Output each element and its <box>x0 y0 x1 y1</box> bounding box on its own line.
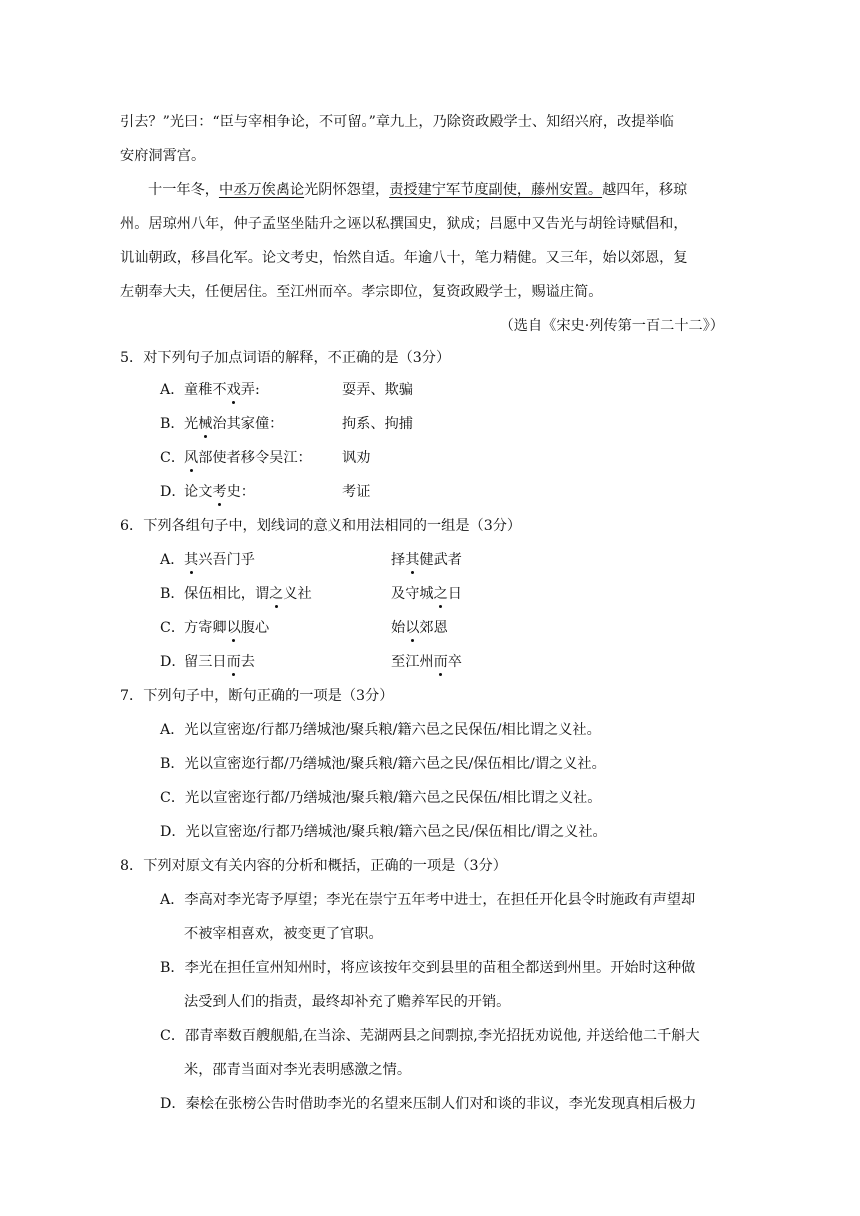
passage-line-1: 引去？”光曰：“臣与宰相争论，不可留。”章九上，乃除资政殿学士、知绍兴府，改提举临 <box>120 114 674 130</box>
q8-option-c-line-1: C．邵青率数百艘舰船,在当涂、芜湖两县之间剽掠,李光招抚劝说他, 并送给他二千斛大 <box>160 1028 700 1044</box>
passage-line-6: 左朝奉大夫，任便居住。至江州而卒。孝宗即位，复资政殿学士，赐谥庄简。 <box>120 284 603 300</box>
option-letter: A． <box>160 552 185 568</box>
q5-option-d <box>160 482 255 502</box>
option-text: 治其家僮： <box>212 416 284 432</box>
dotted-word: 考 <box>212 484 227 500</box>
dotted-word: 之 <box>269 586 284 602</box>
underlined-phrase: 责授建宁军节度副使，藤州安置。 <box>389 182 603 198</box>
option-text: 史： <box>226 484 255 500</box>
dotted-word: 而 <box>226 654 241 670</box>
q6-option-b <box>160 584 312 604</box>
dotted-word: 其 <box>405 552 420 568</box>
q5-option-b-meaning: 拘系、拘捕 <box>342 416 413 432</box>
passage-line-4: 州。居琼州八年，仲子孟坚坐陆升之诬以私撰国史，狱成；吕愿中又告光与胡铨诗赋倡和， <box>120 216 688 232</box>
option-letter: A． <box>160 382 185 398</box>
option-text: 至江州 <box>391 654 434 670</box>
option-letter: C． <box>160 450 186 466</box>
q6-option-c-right <box>391 618 448 638</box>
option-text: 健武者 <box>419 552 462 568</box>
q6-option-c <box>160 618 269 638</box>
q8-option-c-line-2: 米，邵青当面对李光表明感激之情。 <box>184 1062 412 1078</box>
q8-option-b-line-1: B．李光在担任宣州知州时，将应该按年交到县里的苗租全都送到州里。开始时这种做 <box>160 960 696 976</box>
q5-option-c-meaning: 讽劝 <box>342 450 371 466</box>
q5-option-d-meaning: 考证 <box>342 484 371 500</box>
underlined-phrase: 中丞万俟禼论 <box>218 182 305 198</box>
passage-line-5: 讥讪朝政，移昌化军。论文考史，怡然自适。年逾八十，笔力精健。又三年，始以郊恩，复 <box>120 250 688 266</box>
option-text: 腹心 <box>240 620 270 636</box>
q6-option-d-right <box>391 652 462 672</box>
q7-option-a: A．光以宣密迩/行都乃缮城池/聚兵粮/籍六邑之民保伍/相比谓之义社。 <box>160 722 601 738</box>
option-text: 日 <box>447 586 462 602</box>
option-text: 兴吾门乎 <box>198 552 255 568</box>
option-letter: D． <box>160 484 186 500</box>
q6-option-b-right <box>391 584 462 604</box>
q6-option-d <box>160 652 255 672</box>
q8-option-a-line-1: A．李高对李光寄予厚望；李光在崇宁五年考中进士，在担任开化县令时施政有声望却 <box>160 892 696 908</box>
option-text: 光 <box>184 416 199 432</box>
q6-option-a <box>160 550 255 570</box>
passage-line-2: 安府洞霄宫。 <box>120 148 206 164</box>
option-text: 留三日 <box>184 654 227 670</box>
passage-text: 十一年冬， <box>148 182 219 198</box>
option-text: 郊恩 <box>419 620 448 636</box>
dotted-word: 戏 <box>226 382 241 398</box>
q7-option-b: B．光以宣密迩行都/乃缮城池/聚兵粮/籍六邑之民/保伍相比/谓之义社。 <box>160 756 606 772</box>
dotted-word: 以 <box>226 620 241 636</box>
q5-option-c <box>160 448 312 468</box>
q8-option-d-line-1: D．秦桧在张榜公告时借助李光的名望来压制人们对和谈的非议，李光发现真相后极力 <box>160 1096 697 1112</box>
dotted-word: 械 <box>198 416 213 432</box>
option-text: 义社 <box>283 586 312 602</box>
dotted-word: 以 <box>405 620 420 636</box>
passage-line-3 <box>148 180 687 200</box>
passage-text: 光阴怀怨望， <box>304 182 390 198</box>
q5-option-b <box>160 414 283 434</box>
option-text: 择 <box>391 552 406 568</box>
option-text: 始 <box>391 620 406 636</box>
question-7-stem: 7．下列句子中，断句正确的一项是（3分） <box>120 688 394 704</box>
q7-option-c: C．光以宣密迩行都/乃缮城池/聚兵粮/籍六邑之民保伍/相比谓之义社。 <box>160 790 602 806</box>
option-text: 及守城 <box>391 586 434 602</box>
option-text: 卒 <box>447 654 462 670</box>
option-text: 去 <box>240 654 255 670</box>
q5-option-a-meaning: 耍弄、欺骗 <box>342 382 413 398</box>
option-letter: B． <box>160 586 185 602</box>
dotted-word: 风 <box>184 450 199 466</box>
q5-option-a <box>160 380 260 400</box>
option-text: 童稚不 <box>184 382 227 398</box>
q7-option-d: D．光以宣密迩/行都乃缮城池/聚兵粮/籍六邑之民/保伍相比/谓之义社。 <box>160 824 607 840</box>
q6-option-a-right <box>391 550 462 570</box>
option-text: 弄: <box>240 382 260 398</box>
option-text: 保伍相比，谓 <box>184 586 270 602</box>
option-letter: C． <box>160 620 186 636</box>
option-text: 方寄卿 <box>184 620 227 636</box>
dotted-word: 而 <box>433 654 448 670</box>
passage-text: 越四年，移琼 <box>602 182 688 198</box>
option-text: 论文 <box>184 484 213 500</box>
option-text: 部使者移令吴江： <box>198 450 312 466</box>
question-6-stem: 6．下列各组句子中，划线词的意义和用法相同的一组是（3分） <box>120 518 522 534</box>
source-citation: （选自《宋史·列传第一百二十二》） <box>499 318 724 334</box>
q8-option-b-line-2: 法受到人们的指责，最终却补充了赡养军民的开销。 <box>184 994 511 1010</box>
question-8-stem: 8．下列对原文有关内容的分析和概括，正确的一项是（3分） <box>120 858 507 874</box>
option-letter: B． <box>160 416 185 432</box>
q8-option-a-line-2: 不被宰相喜欢，被变更了官职。 <box>184 926 383 942</box>
option-letter: D． <box>160 654 186 670</box>
dotted-word: 其 <box>184 552 199 568</box>
question-5-stem: 5．对下列句子加点词语的解释，不正确的是（3分） <box>120 350 451 366</box>
dotted-word: 之 <box>433 586 448 602</box>
